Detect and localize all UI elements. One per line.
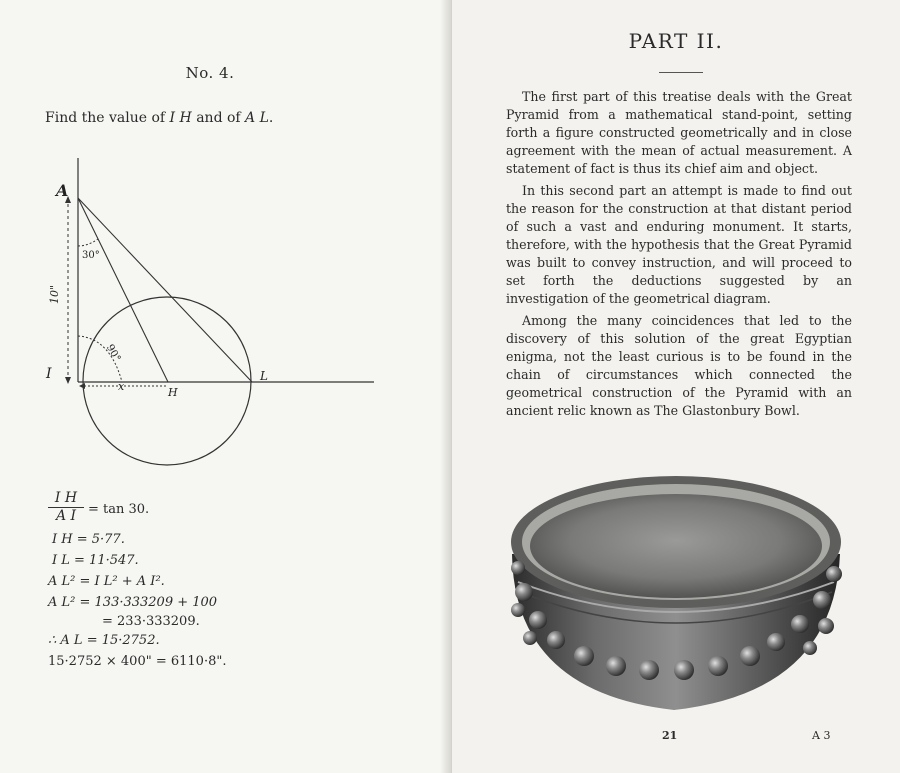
problem-var-ih: I H [169, 110, 192, 126]
equation-il: I L = 11·547. [52, 553, 139, 568]
problem-prefix: Find the value of [45, 110, 166, 126]
line-al [78, 198, 252, 382]
problem-middle: and of [196, 110, 241, 126]
paragraph-3: Among the many coincidences that led to the discovery of this solution of the great Egyptian enigma, not the least curious is to be found in the chain of circumstances which connected the geometrical construction of the Pyramid with an ancient relic known as The Glastonbury Bowl. [506, 313, 852, 418]
fraction-denominator: A I [55, 508, 77, 524]
label-x: x [118, 380, 125, 393]
label-length-10: 10" [48, 284, 61, 304]
paragraph-2: In this second part an attempt is made to find out the reason for the construction at that distant period of such a vast and enduring monument. It starts, therefore, with the hypothesis that the Great Pyramid was built to convey instruction, and will proceed to set forth the deductions suggested by an investigation of the geometrical diagram. [506, 183, 852, 306]
label-a: A [56, 181, 69, 200]
signature-mark: A 3 [812, 729, 831, 742]
problem-statement [45, 110, 273, 126]
problem-suffix: . [268, 110, 274, 126]
body-text [506, 88, 852, 424]
equation-tan30: = tan 30. [88, 502, 150, 517]
page-number: 21 [662, 729, 678, 742]
label-angle-30: 30° [82, 250, 100, 261]
part-title: PART II. [628, 29, 724, 53]
angle-30-arc [78, 239, 98, 246]
glastonbury-bowl-photo [504, 442, 849, 726]
equation-al-result: ∴ A L = 15·2752. [48, 633, 160, 648]
fraction-ih-ai [48, 490, 84, 524]
line-ah [78, 198, 168, 382]
right-page [452, 0, 900, 773]
equation-ih: I H = 5·77. [52, 532, 125, 547]
label-angle-90: 90° [103, 342, 123, 364]
geometry-diagram [40, 150, 380, 480]
equation-al-squared: A L² = I L² + A I². [48, 574, 165, 589]
label-l: L [260, 369, 268, 383]
bowl-illustration [504, 442, 849, 722]
label-h: H [168, 386, 178, 399]
label-i: I [46, 366, 52, 382]
paragraph-1: The first part of this treatise deals with the Great Pyramid from a mathematical stand-point, setting forth a figure constructed geometrically and in close agreement with the mean of actual measurement. A statement of fact is thus its chief aim and object. [506, 89, 852, 176]
title-rule [659, 72, 703, 73]
fraction-numerator: I H [48, 490, 84, 508]
equation-final: 15·2752 × 400" = 6110·8". [48, 654, 227, 669]
equation-al-sum: A L² = 133·333209 + 100 [48, 595, 218, 610]
problem-var-al: A L [245, 110, 269, 126]
arrow-left-icon [79, 383, 85, 389]
problem-number: No. 4. [185, 64, 235, 82]
arrow-down-icon [65, 377, 71, 384]
equation-al-total: = 233·333209. [102, 614, 200, 629]
